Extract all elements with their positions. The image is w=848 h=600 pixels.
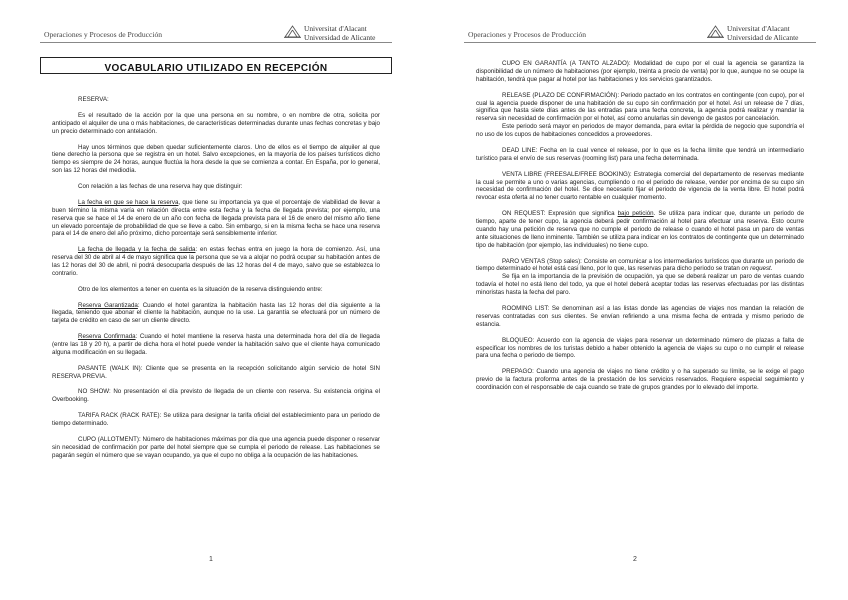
term: Reserva Garantizada [78, 301, 138, 309]
term: bajo petición [617, 210, 654, 218]
course-title: Operaciones y Procesos de Producción [44, 30, 163, 39]
paragraph: Hay unos términos que deben quedar suficientemente claros. Uno de ellos es el tiempo de alquiler al que tiene derecho la persona que se registra en un hotel. Salvo excepciones, en la mayoría de los países turísticos dicho tiempo es siempre de 24 horas, aunque fluctúa la hora desde la que se comienza a contar. En España, por lo general, son las 12 horas del mediodía. [52, 143, 380, 175]
course-title: Operaciones y Procesos de Producción [468, 30, 587, 39]
paragraph: ON REQUEST: Expresión que significa bajo petición. Se utiliza para indicar que, durante un periodo de tiempo, aparte de tener cupo, la agencia deberá pedir confirmación al hotel para efectuar una reserva. Esto ocurre cuando hay una petición de reserva que no cumple el periodo de release o cuando el hotel pasa un paro de ventas ante situaciones de lleno inminente. También se utiliza para indicar en los contratos de contingente que un determinado tipo de habitación (por ejemplo, las individuales) no tiene cupo. [476, 210, 805, 249]
paragraph: PASANTE (WALK IN): Cliente que se presenta en la recepción solicitando algún servicio de hotel SIN RESERVA PREVIA. [52, 364, 380, 380]
university-line-1: Universitat d'Alacant [304, 24, 367, 33]
university-line-2: Universidad de Alicante [727, 32, 799, 42]
university-name [304, 25, 375, 42]
paragraph: CUPO (ALLOTMENT): Número de habitaciones máximas por día que una agencia puede disponer o reservar sin necesidad de confirmación por parte del hotel siempre que se cumpla el periodo de release. Las habitaciones se pagarán según el número que se vayan ocupando, ya que el cupo no obliga a la ocupación de las habitaciones. [52, 435, 380, 459]
paragraph: CUPO EN GARANTÍA (A TANTO ALZADO): Modalidad de cupo por el cual la agencia se garantiza la disponibilidad de un número de habitaciones (por ejemplo, treinta a precio de venta) por lo que, aunque no se ocupe la habitación, tendrá que pagar al hotel por las habitaciones y los servicios garantizados. [476, 60, 804, 83]
header-rule [464, 42, 816, 43]
paragraph: TARIFA RACK (RACK RATE): Se utiliza para designar la tarifa oficial del establecimiento para un periodo de tiempo determinado. [52, 412, 380, 428]
paragraph: BLOQUEO: Acuerdo con la agencia de viajes para reservar un determinado número de plazas a falta de especificar los nombres de los turistas debido a haber obtenido la agencia de viajes su cupo o no cumplir el release para una fecha o periodo de tiempo. [476, 336, 804, 360]
page-title: VOCABULARIO UTILIZADO EN RECEPCIÓN [104, 63, 328, 74]
paragraph: La fecha en que se hace la reserva, que tiene su importancia ya que el porcentaje de viabilidad de llevar a buen término la misma varía en relación directa entre esta fecha y la fecha de llegada prevista; por ejemplo, una reserva que se hace el 14 de enero de un año con fecha de llegada prevista para el 16 de enero del mismo año tiene un elevado porcentaje de probabilidad de que se lleve a cabo. Sin embargo, si en la misma fecha se hace una reserva para el 14 de enero del año próximo, dicho porcentaje será sensiblemente inferior. [52, 198, 380, 238]
reserva-heading: RESERVA: [78, 96, 109, 103]
term: Reserva Confirmada [78, 333, 136, 341]
paragraph: Es el resultado de la acción por la que una persona en su nombre, o en nombre de otra, solicita por anticipado el alquiler de una o más habitaciones, de características determinadas durante unas fechas concretas y bajo un precio determinado con antelación. [52, 111, 380, 135]
university-crest-icon [284, 25, 301, 38]
university-crest-icon [707, 25, 724, 38]
header-rule [40, 42, 392, 43]
page-1-body [52, 96, 380, 468]
paragraph: RELEASE (PLAZO DE CONFIRMACIÓN): Periodo pactado en los contratos en contingente (con cupo), por el cual la agencia puede disponer de una habitación de su cupo sin confirmación por el hotel. Así un release de 7 días, significa que hasta siete días antes de las entradas para una fecha concreta, la agencia podrá realizar y mandar la reserva sin necesidad de confirmación por el hotel, así como anularlas sin devengo de gastos por cancelación. [476, 91, 804, 123]
page-number: 1 [209, 556, 213, 563]
university-line-1: Universitat d'Alacant [727, 24, 790, 33]
paragraph: Otro de los elementos a tener en cuenta es la situación de la reserva distinguiendo entre: [78, 285, 323, 293]
paragraph: DEAD LINE: Fecha en la cual vence el release, por lo que es la fecha límite que tendrá un intermediario turístico para el envío de sus reservas (rooming list) para una fecha determinada. [476, 146, 804, 162]
term: on request [741, 265, 771, 273]
university-name [727, 25, 798, 42]
paragraph: Con relación a las fechas de una reserva hay que distinguir: [78, 183, 243, 191]
paragraph: PARO VENTAS (Stop sales): Consiste en comunicar a los intermediarios turísticos que durante un periodo de tiempo determinado el hotel está casi lleno, por lo que, las reservas para dicho periodo se tratan on request. [476, 257, 804, 273]
paragraph: PREPAGO: Cuando una agencia de viajes no tiene crédito y o ha superado su límite, se le exige el pago previo de la factura proforma antes de la prestación de los servicios reservados. Requiere especial seguimiento y coordinación con el responsable de caja cuando se trate de grupos grandes por lo elevado del importe. [476, 368, 804, 392]
paragraph: VENTA LIBRE (FREESALE/FREE BOOKING): Estrategia comercial del departamento de reservas mediante la cual se permite a uno o varias agencias, cumpliendo o no el periodo de release, vender por encima de su cupo sin necesidad de confirmación del hotel. Se dice necesario fijar el periodo de vigencia de la venta libre. El hotel podrá revocar esta oferta al no tener cuarto rentable en cualquier momento. [476, 170, 804, 202]
page-number: 2 [633, 556, 637, 563]
paragraph: La fecha de llegada y la fecha de salida: en estas fechas entra en juego la hora de comienzo. Así, una reserva del 30 de abril al 4 de mayo significa que la persona que se va a alojar no podrá ocupar su habitación antes de las 12 horas del 30 de abril, ni podrá desocuparla después de las 12 horas del 4 de mayo, salvo que se establezca lo contrario. [52, 246, 380, 277]
page-2 [424, 0, 848, 600]
paragraph: Este periodo será mayor en periodos de mayor demanda, para evitar la pérdida de negocio que supondría el no uso de los cupos de habitaciones concedidos a proveedores. [476, 123, 804, 139]
paragraph: Reserva Garantizada: Cuando el hotel garantiza la habitación hasta las 12 horas del día siguiente a la llegada, teniendo que abonar el cliente la habitación, aunque no la use. La garantía se efectuará por un número de tarjeta de crédito en caso de ser un cliente directo. [52, 301, 381, 325]
paragraph: Se fija en la importancia de la previsión de ocupación, ya que se deberá realizar un paro de ventas cuando todavía el hotel no está lleno del todo, ya que el hotel deberá aceptar todas las reservas efectuadas por las distintas minoristas hasta la fecha del paro. [476, 273, 804, 297]
paragraph: NO SHOW: No presentación el día previsto de llegada de un cliente con reserva. Su existencia origina el Overbooking. [52, 388, 380, 404]
university-line-2: Universidad de Alicante [304, 32, 376, 42]
paragraph: Reserva Confirmada: Cuando el hotel mantiene la reserva hasta una determinada hora del día de llegada (entre las 18 y 20 h), a partir de dicha hora el hotel puede vender la habitación salvo que el cliente haya comunicado alguna modificación en su llegada. [52, 333, 380, 356]
term: La fecha en que se hace la reserva [78, 198, 179, 206]
paragraph: ROOMING LIST: Se denominan así a las listas donde las agencias de viajes nos mandan la relación de reservas contratadas con sus clientes. Se envían refiriendo a una misma fecha de entrada y mismo periodo de estancia. [476, 305, 804, 328]
page-2-body [476, 60, 804, 400]
page-title-box [40, 57, 392, 74]
term: La fecha de llegada y la fecha de salida [78, 246, 196, 254]
